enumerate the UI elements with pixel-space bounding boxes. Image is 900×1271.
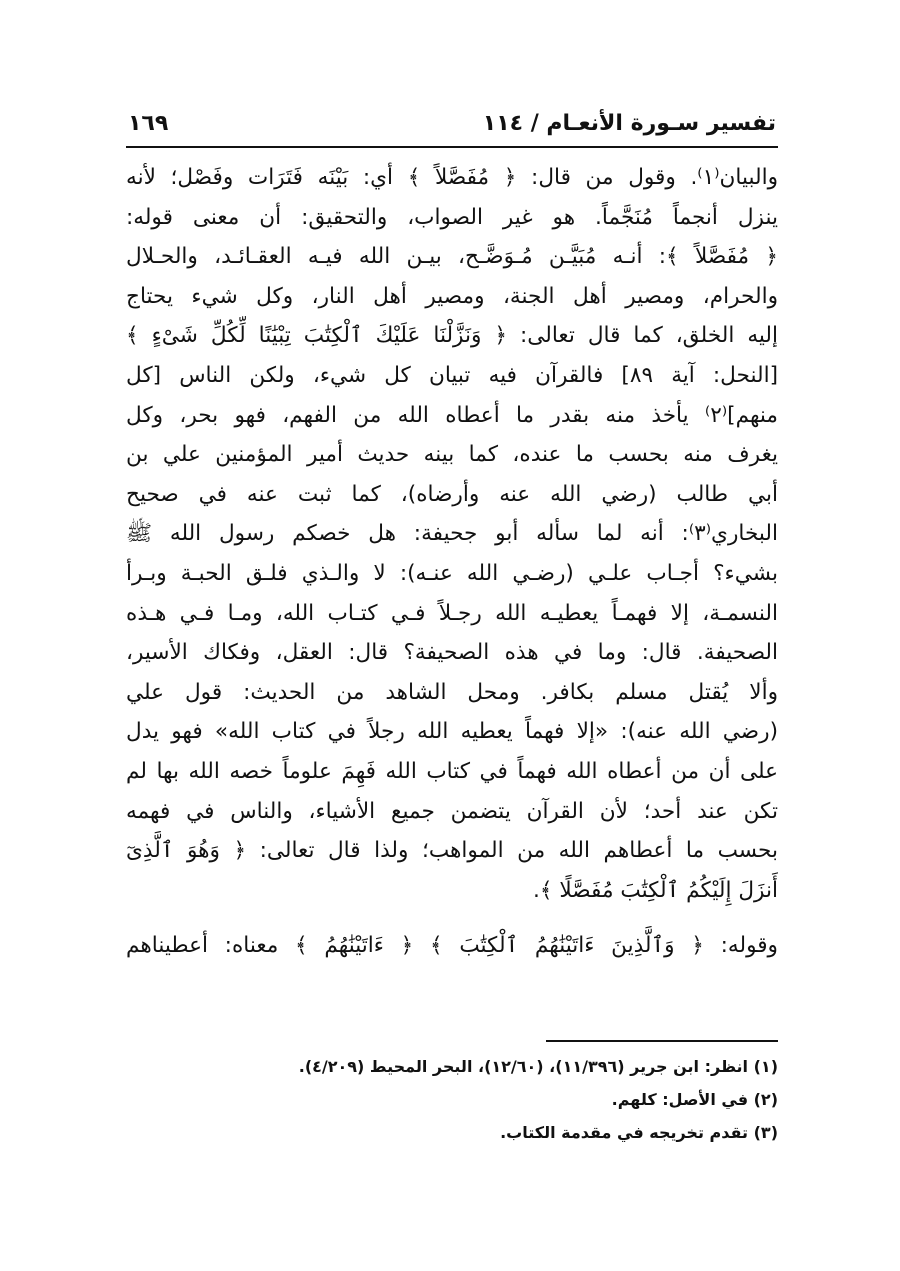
body-line: وألا يُقتل مسلم بكافر. ومحل الشاهد من الحديث: قول علي (126, 679, 778, 705)
body-line: يغرف منه بحسب ما عنده، كما بينه حديث أمير المؤمنين علي بن (126, 442, 778, 468)
body-line: البخاري⁽٣⁾: أنه لما سأله أبو جحيفة: هل خصكم رسول الله ﷺ (126, 521, 778, 547)
footnotes (126, 1050, 778, 1149)
body-line: منهم]⁽٢⁾ يأخذ منه بقدر ما أعطاه الله من الفهم، فهو بحر، وكل (126, 402, 778, 428)
body-line: [النحل: آية ٨٩] فالقرآن فيه تبيان كل شيء، ولكن الناس [كل (126, 362, 778, 388)
body-line: بشيء؟ أجـاب علـي (رضـي الله عنـه): لا والـذي فلـق الحبـة وبـرأ (126, 560, 778, 586)
body-line: النسمـة، إلا فهمـاً يعطيـه الله رجـلاً فـي كتـاب الله، ومـا فـي هـذه (126, 600, 778, 626)
body-line: وقوله: ﴿ وَٱلَّذِينَ ءَاتَيْنَٰهُمُ ٱلْكِتَٰبَ ﴾ ﴿ ءَاتَيْنَٰهُمُ ﴾ معناه: أعطيناهم (126, 933, 778, 959)
body-line: أبي طالب (رضي الله عنه وأرضاه)، كما ثبت عنه في صحيح (126, 481, 778, 507)
running-title: تفسير سـورة الأنعـام / ١١٤ (482, 111, 776, 136)
footnote-3: (٣) تقدم تخريجه في مقدمة الكتاب. (500, 1123, 778, 1142)
body-line: (رضي الله عنه): «إلا فهماً يعطيه الله رجلاً في كتاب الله» فهو يدل (126, 719, 778, 745)
footnote-rule (546, 1040, 778, 1042)
body-line: والحرام، ومصير أهل الجنة، ومصير أهل النار، وكل شيء يحتاج (126, 283, 778, 309)
body-line: تكن عند أحد؛ لأن القرآن يتضمن جميع الأشياء، والناس في فهمه (126, 798, 778, 824)
page-number: ١٦٩ (128, 111, 169, 136)
header-rule (126, 146, 778, 148)
footnote-2: (٢) في الأصل: كلهم. (611, 1090, 778, 1109)
page-header (128, 104, 776, 144)
body-line: على أن من أعطاه الله فهماً في كتاب الله فَهِمَ علوماً خصه الله بها لم (126, 758, 778, 784)
paragraph-gap (126, 910, 778, 926)
body-line: أَنزَلَ إِلَيْكُمُ ٱلْكِتَٰبَ مُفَصَّلًا ﴾. (533, 877, 778, 903)
body-line: ينزل أنجماً مُنَجَّماً. هو غير الصواب، والتحقيق: أن معنى قوله: (126, 204, 778, 230)
body-line: بحسب ما أعطاهم الله من المواهب؛ ولذا قال تعالى: ﴿ وَهُوَ ٱلَّذِىٓ (126, 838, 778, 864)
footnote-1: (١) انظر: ابن جرير (١١/٣٩٦)، (١٢/٦٠)، البحر المحيط (٤/٢٠٩). (298, 1057, 778, 1076)
body-line: إليه الخلق، كما قال تعالى: ﴿ وَنَزَّلْنَا عَلَيْكَ ٱلْكِتَٰبَ تِبْيَٰنًا لِّكُلِّ شَىْءٍ ﴾ (126, 323, 778, 349)
body-line: ﴿ مُفَصَّلاً ﴾: أنـه مُبَيَّـن مُـوَضَّـح، بيـن الله فيـه العقـائـد، والحـلال (126, 244, 778, 270)
body-text (126, 158, 778, 966)
body-line: الصحيفة. قال: وما في هذه الصحيفة؟ قال: العقل، وفكاك الأسير، (126, 640, 778, 666)
body-line: والبيان⁽١⁾. وقول من قال: ﴿ مُفَصَّلاً ﴾ أي: بَيْنَه فَتَرَات وفَصْل؛ لأنه (126, 165, 778, 190)
